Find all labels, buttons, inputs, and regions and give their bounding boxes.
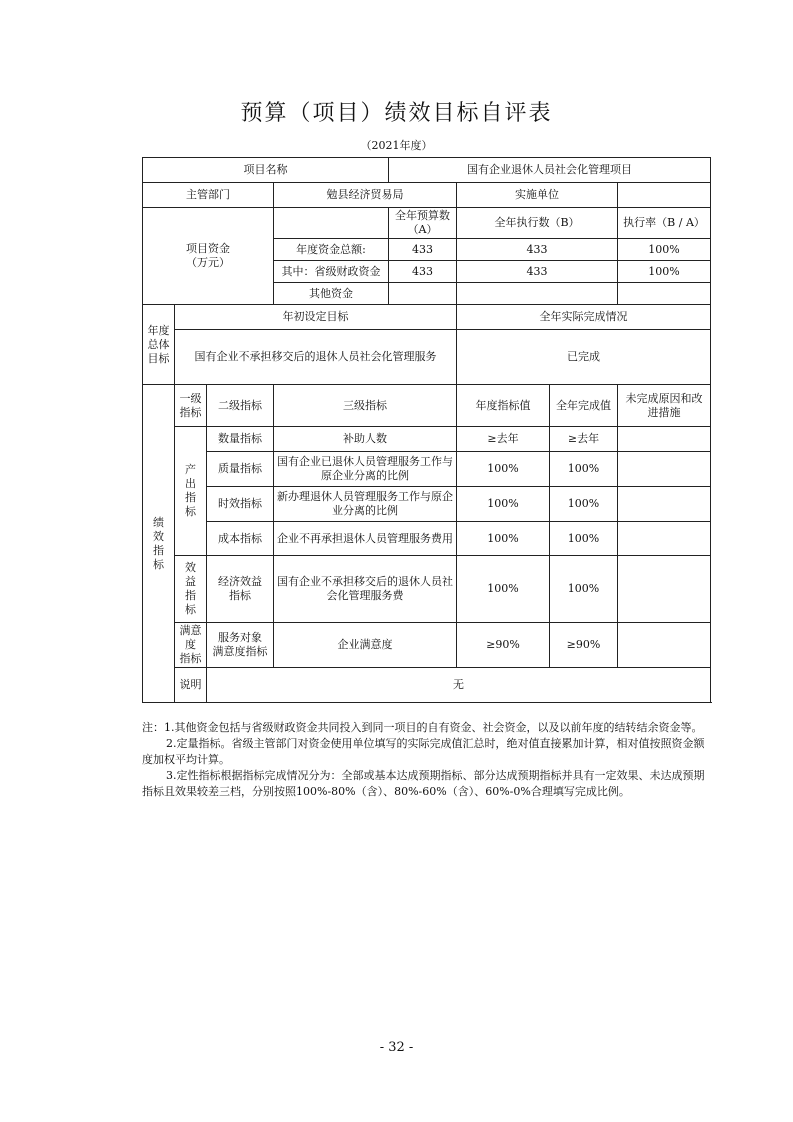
- indicator-l2: 数量指标: [207, 427, 274, 452]
- goal-set: 国有企业不承担移交后的退休人员社会化管理服务: [175, 330, 457, 385]
- indicator-l2: 服务对象 满意度指标: [207, 623, 274, 668]
- indicator-done: 100%: [550, 522, 618, 556]
- other-funds-label: 其他资金: [274, 283, 389, 305]
- other-budget: [389, 283, 457, 305]
- evaluation-table: [142, 157, 711, 703]
- indicator-reason: [618, 623, 711, 668]
- total-rate: 100%: [618, 239, 711, 261]
- total-budget: 433: [389, 239, 457, 261]
- fiscal-year: （2021年度）: [360, 139, 433, 152]
- indicator-l3: 企业不再承担退休人员管理服务费用: [274, 522, 457, 556]
- indicator-done: ≥去年: [550, 427, 618, 452]
- project-name-label: 项目名称: [143, 158, 389, 183]
- indicator-l3: 补助人数: [274, 427, 457, 452]
- note-item: 注：1.其他资金包括与省级财政资金共同投入到同一项目的自有资金、社会资金，以及以前年度的结转结余资金等。: [142, 721, 703, 734]
- exec-rate-header: 执行率（B / A）: [618, 208, 711, 239]
- goal-actual-header: 全年实际完成情况: [457, 305, 711, 330]
- indicator-l3: 国有企业不承担移交后的退休人员社会化管理服务费: [274, 556, 457, 623]
- dept-label: 主管部门: [143, 183, 274, 208]
- prov-exec: 433: [457, 261, 618, 283]
- prov-budget: 433: [389, 261, 457, 283]
- indicator-reason: [618, 522, 711, 556]
- indicator-annual: ≥90%: [457, 623, 550, 668]
- indicator-reason: [618, 556, 711, 623]
- benefit-indicator-label: 效 益 指 标: [175, 556, 207, 623]
- annual-exec-header: 全年执行数（B）: [457, 208, 618, 239]
- indicator-l2: 质量指标: [207, 452, 274, 487]
- indicator-l2: 成本指标: [207, 522, 274, 556]
- explain-value: 无: [207, 668, 711, 703]
- other-rate: [618, 283, 711, 305]
- annual-budget-header: 全年预算数（A）: [389, 208, 457, 239]
- project-name: 国有企业退休人员社会化管理项目: [389, 158, 711, 183]
- indicator-l3: 国有企业已退休人员管理服务工作与原企业分离的比例: [274, 452, 457, 487]
- indicator-annual: 100%: [457, 487, 550, 522]
- explain-label: 说明: [175, 668, 207, 703]
- indicator-done: 100%: [550, 452, 618, 487]
- impl-value: [618, 183, 711, 208]
- indicator-annual: 100%: [457, 556, 550, 623]
- output-indicator-label: 产 出 指 标: [175, 427, 207, 556]
- page-number: - 32 -: [379, 1040, 414, 1055]
- funds-label: 项目资金 （万元）: [143, 208, 274, 305]
- note-item: 3.定性指标根据指标完成情况分为：全部或基本达成预期指标、部分达成预期指标并具有一定效果、未达成预期指标且效果较差三档，分别按照100%-80%（含）、80%-60%（含）、60%-0%合理填写完成比例。: [142, 769, 705, 798]
- goal-actual: 已完成: [457, 330, 711, 385]
- perf-indicator-label: 绩 效 指 标: [143, 385, 175, 703]
- other-exec: [457, 283, 618, 305]
- col-annual: 年度指标值: [457, 385, 550, 427]
- indicator-annual: 100%: [457, 452, 550, 487]
- note-item: 2.定量指标。省级主管部门对资金使用单位填写的实际完成值汇总时，绝对值直接累加计算，相对值按照资金额度加权平均计算。: [142, 737, 705, 766]
- page-title: 预算（项目）绩效目标自评表: [240, 101, 553, 126]
- indicator-l3: 企业满意度: [274, 623, 457, 668]
- impl-label: 实施单位: [457, 183, 618, 208]
- indicator-l2: 时效指标: [207, 487, 274, 522]
- indicator-done: 100%: [550, 487, 618, 522]
- indicator-done: ≥90%: [550, 623, 618, 668]
- indicator-reason: [618, 452, 711, 487]
- prov-funds-label: 其中：省级财政资金: [274, 261, 389, 283]
- indicator-l3: 新办理退休人员管理服务工作与原企业分离的比例: [274, 487, 457, 522]
- notes: [142, 720, 714, 800]
- col-reason: 未完成原因和改进措施: [618, 385, 711, 427]
- indicator-done: 100%: [550, 556, 618, 623]
- col-level1: 一级 指标: [175, 385, 207, 427]
- dept-value: 勉县经济贸易局: [274, 183, 457, 208]
- prov-rate: 100%: [618, 261, 711, 283]
- col-level3: 三级指标: [274, 385, 457, 427]
- total-funds-label: 年度资金总额:: [274, 239, 389, 261]
- total-exec: 433: [457, 239, 618, 261]
- indicator-l2: 经济效益 指标: [207, 556, 274, 623]
- satisfaction-indicator-label: 满意度 指标: [175, 623, 207, 668]
- indicator-annual: ≥去年: [457, 427, 550, 452]
- goal-set-header: 年初设定目标: [175, 305, 457, 330]
- indicator-reason: [618, 427, 711, 452]
- col-complete: 全年完成值: [550, 385, 618, 427]
- indicator-reason: [618, 487, 711, 522]
- annual-goal-label: 年度 总体 目标: [143, 305, 175, 385]
- funds-blank: [274, 208, 389, 239]
- indicator-annual: 100%: [457, 522, 550, 556]
- col-level2: 二级指标: [207, 385, 274, 427]
